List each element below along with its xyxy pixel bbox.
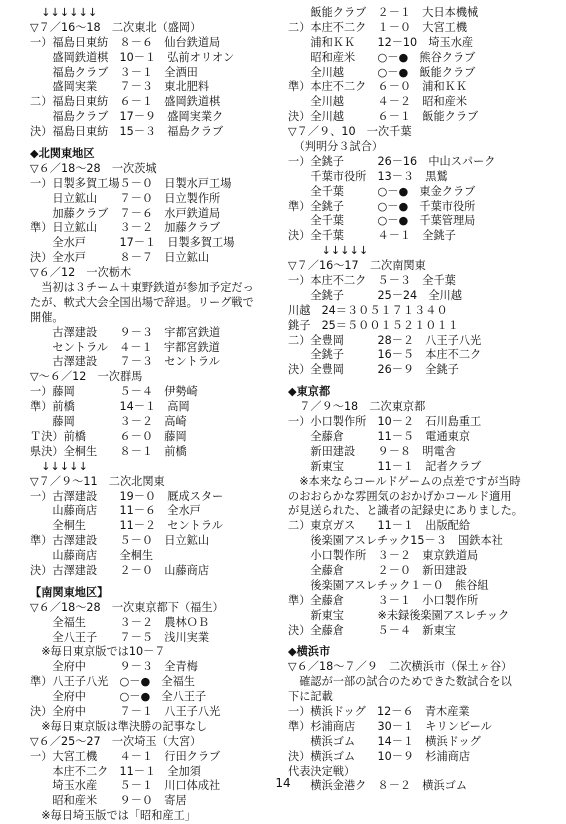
text-line: 決）全豊岡 26－９ 全銚子 (288, 363, 459, 377)
left-column (30, 6, 280, 824)
text-line: 一）日製多賀工場５－０ 日製水戸工場 (30, 176, 232, 190)
text-line: 川越 24＝３０５１７１３４０ (288, 303, 448, 317)
text-line: 決）全府中 ７－１ 八王子八光 (30, 704, 221, 718)
text-line: のおおらかな雰囲気のおかげかコールド適用 (288, 489, 512, 503)
text-line: 準）古澤建設 ５－０ 日立鉱山 (30, 534, 210, 548)
section-heading: ▽７／９、10 一次千葉 (288, 125, 412, 139)
text-line: 横浜金港ク ８－２ 横浜ゴム (288, 779, 468, 793)
region-heading: ◆北関東地区 (30, 147, 95, 161)
text-line: 小口製作所 ３－２ 東京鉄道局 (288, 549, 479, 563)
text-line: 全水戸 17－１ 日製多賀工場 (30, 236, 235, 250)
text-line: 福島クラブ ３－１ 全酒田 (30, 65, 198, 79)
text-line: 二）全豊岡 28－２ 八王子八光 (288, 333, 482, 347)
region-heading: ◆東京都 (288, 385, 331, 399)
text-line: 一）藤岡 ５－４ 伊勢崎 (30, 385, 198, 399)
text-line: 新東宝 ※未録後楽園アスレチック (288, 608, 510, 622)
text-line: 千葉市役所 13－３ 黒鷲 (288, 169, 448, 183)
text-line: 全八王子 ７－５ 浅川実業 (30, 630, 210, 644)
text-line: 盛岡実業 ７－３ 東北肥料 (30, 80, 210, 94)
text-line: ↓↓↓↓↓↓ (30, 6, 98, 19)
text-line: 二）東京ガス 11－１ 出版配給 (288, 519, 471, 533)
text-line: 決）横浜ゴム 10－９ 杉浦商店 (288, 749, 471, 763)
text-line: 準）八王子八光 ○－● 全福生 (30, 675, 195, 689)
text-line: 埼玉水産 ５－１ 川口体成社 (30, 779, 221, 793)
text-line: 準）全銚子 ○－● 千葉市役所 (288, 199, 476, 213)
section-heading: ▽６／12 一次栃木 (30, 266, 132, 280)
section-heading: ▽６／18～28 一次東京都下（福生） (30, 600, 224, 614)
section-heading: ▽７／16～17 二次南関東 (288, 259, 426, 273)
page-number: 14 (275, 776, 291, 790)
text-line: ※毎日東京版は準決勝の記事なし (30, 719, 208, 733)
text-line: ７／９～18 二次東京都 (288, 400, 426, 414)
text-line: 下に記載 (288, 690, 333, 704)
spacer (30, 140, 280, 147)
text-line: 全府中 ９－３ 全青梅 (30, 660, 198, 674)
text-line: 一）横浜ドッグ 12－６ 青木産業 (288, 704, 470, 718)
section-heading: ▽７／９～11 二次北関東 (30, 474, 165, 488)
text-line: 確認が一部の試合のためできた数試合を以 (288, 675, 512, 689)
section-heading: ▽７／16～18 二次東北（盛岡） (30, 20, 202, 34)
text-line: ↓↓↓↓↓ (30, 459, 89, 473)
text-line: 全川越 ４－２ 昭和産米 (288, 95, 468, 109)
text-line: 本庄不二ク 11－１ 全加須 (30, 764, 201, 778)
text-line: 銚子 25＝５００１５２１０１１ (288, 318, 459, 332)
text-line: 後楽園アスレチック15－３ 国鉄本社 (288, 534, 503, 548)
text-line: 代表決定戦） (288, 764, 356, 778)
text-line: ※毎日東京版では10－７ (30, 645, 166, 659)
text-line: 藤岡 ３－２ 高崎 (30, 415, 187, 429)
text-line: Ｔ決）前橋 ６－０ 藤岡 (30, 429, 187, 443)
text-line: 二）本庄不二ク １－０ 大宮工機 (288, 20, 468, 34)
text-line: 決）全千葉 ４－１ 全銚子 (288, 229, 456, 243)
text-line: 決）福島日東紡 15－３ 福島クラブ (30, 125, 224, 139)
text-line: 県決）全桐生 ８－１ 前橋 (30, 444, 187, 458)
text-line: 加藤クラブ ７－６ 水戸鉄道局 (30, 206, 221, 220)
text-line: たが、軟式大会全国出場で辞退。リーグ戦で (30, 295, 254, 309)
text-line: 浦和ＫＫ 12－10 埼玉水産 (288, 35, 474, 49)
text-line: 二）福島日東紡 ６－１ 盛岡鉄道棋 (30, 95, 221, 109)
section-heading: ▽～６／12 一次群馬 (30, 370, 143, 384)
text-line: 飯能クラブ ２－１ 大日本機械 (288, 6, 479, 19)
text-line: 古澤建設 ９－３ 宇都宮鉄道 (30, 325, 221, 339)
text-line: 決）全川越 ６－１ 飯能クラブ (288, 110, 479, 124)
text-line: 準）日立鉱山 ３－２ 加藤クラブ (30, 221, 221, 235)
text-line: ※本来ならコールドゲームの点差ですが当時 (288, 474, 521, 488)
text-line: 一）古澤建設 19－０ 厩成スター (30, 489, 224, 503)
text-line: 全府中 ○－● 全八王子 (30, 690, 207, 704)
section-heading: ▽６／18～28 一次茨城 (30, 161, 157, 175)
text-line: ※毎日埼玉版では「昭和産工」 (30, 809, 196, 823)
text-line: 全千葉 ○－● 東金クラブ (288, 184, 476, 198)
text-line: セントラル ４－１ 宇都宮鉄道 (30, 340, 220, 354)
text-line: 一）小口製作所 10－２ 石川島重工 (288, 415, 482, 429)
text-line: 一）福島日東紡 ８－６ 仙台鉄道局 (30, 35, 221, 49)
spacer (30, 579, 280, 586)
text-line: 全銚子 25－24 全川越 (288, 288, 462, 302)
text-line: 一）本庄不二ク ５－３ 全千葉 (288, 274, 456, 288)
region-heading: ◆横浜市 (288, 645, 331, 659)
text-line: 福島クラブ 17－９ 盛岡実業ク (30, 110, 224, 124)
text-line: 準）全藤倉 ３－１ 小口製作所 (288, 593, 479, 607)
text-line: 全藤倉 11－５ 電通東京 (288, 429, 471, 443)
region-heading: 【南関東地区】 (30, 585, 109, 599)
right-column (288, 6, 558, 794)
text-line: 全藤倉 ２－０ 新田建設 (288, 563, 468, 577)
text-line: 準）前橋 14－１ 高岡 (30, 400, 190, 414)
text-line: 横浜ゴム 14－１ 横浜ドッグ (288, 734, 481, 748)
text-line: 全千葉 ○－● 千葉管理局 (288, 214, 476, 228)
section-heading: ▽６／18～７／９ 二次横浜市（保土ヶ谷） (288, 660, 513, 674)
text-line: 日立鉱山 ７－０ 日立製作所 (30, 191, 221, 205)
text-line: 古澤建設 ７－３ セントラル (30, 355, 220, 369)
text-line: 後楽園アスレチック１－０ 熊谷組 (288, 578, 489, 592)
text-line: 全福生 ３－２ 農林ＯＢ (30, 615, 210, 629)
text-line: 決）古澤建設 ２－０ 山藤商店 (30, 563, 210, 577)
text-line: 決）全藤倉 ５－４ 新東宝 (288, 623, 456, 637)
text-line: 当初は３チーム＋東野鉄道が参加予定だっ (30, 281, 254, 295)
section-heading: ▽６／25～27 一次埼玉（大宮） (30, 734, 202, 748)
text-line: 山藤商店 全桐生 (30, 549, 154, 563)
text-line: 準）杉浦商店 30－１ キリンビール (288, 719, 492, 733)
text-line: 新田建設 ９－８ 明電舎 (288, 444, 456, 458)
text-line: 準）本庄不二ク ６－０ 浦和ＫＫ (288, 80, 468, 94)
text-line: 開催。 (30, 310, 64, 324)
text-line: ↓↓↓↓↓ (288, 244, 369, 258)
text-line: 決）全水戸 ８－７ 日立鉱山 (30, 251, 210, 265)
text-line: 一）全銚子 26－16 中山スパーク (288, 154, 496, 168)
text-line: 新東宝 11－１ 記者クラブ (288, 459, 482, 473)
text-line: （判明分３試合） (288, 140, 384, 154)
text-line: 昭和産米 ○－● 熊谷クラブ (288, 50, 476, 64)
text-line: 盛岡鉄道棋 10－１ 弘前オリオン (30, 50, 235, 64)
text-line: 全桐生 11－２ セントラル (30, 519, 223, 533)
text-line: が見送られた、と識者の記録史にありました。 (288, 504, 523, 518)
text-line: 昭和産米 ９－０ 寄居 (30, 794, 187, 808)
text-line: 全銚子 16－５ 本庄不二ク (288, 348, 482, 362)
text-line: 山藤商店 11－６ 全水戸 (30, 504, 201, 518)
text-line: 一）大宮工機 ４－１ 行田クラブ (30, 749, 221, 763)
text-line: 全川越 ○－● 飯能クラブ (288, 65, 476, 79)
